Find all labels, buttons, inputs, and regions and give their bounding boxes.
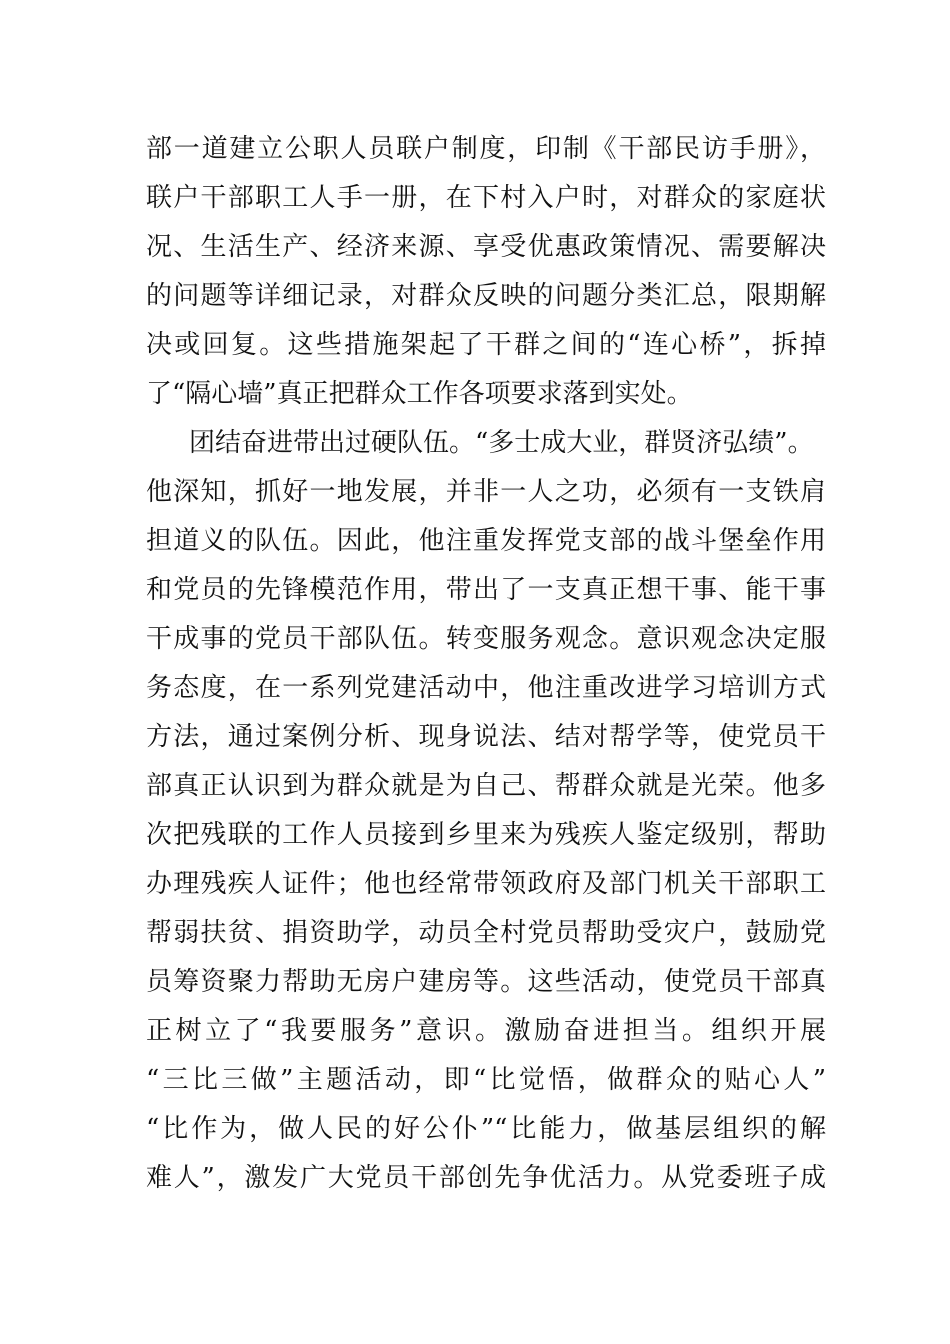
text-line: 的问题等详细记录，对群众反映的问题分类汇总，限期解 (146, 281, 826, 311)
paragraph (146, 125, 826, 419)
body-text (146, 125, 826, 1203)
text-line: 担道义的队伍。因此，他注重发挥党支部的战斗堡垒作用 (146, 526, 826, 556)
text-line: 正树立了“我要服务”意识。激励奋进担当。组织开展 (146, 1016, 826, 1046)
text-line: “三比三做”主题活动，即“比觉悟，做群众的贴心人” (146, 1065, 826, 1095)
text-line: 方法，通过案例分析、现身说法、结对帮学等，使党员干 (146, 722, 826, 752)
text-line: 部一道建立公职人员联户制度，印制《干部民访手册》， (146, 134, 826, 164)
text-line: 他深知，抓好一地发展，并非一人之功，必须有一支铁肩 (146, 477, 826, 507)
text-line: 况、生活生产、经济来源、享受优惠政策情况、需要解决 (146, 232, 826, 262)
text-line: 了“隔心墙”真正把群众工作各项要求落到实处。 (146, 379, 693, 409)
text-line: 办理残疾人证件；他也经常带领政府及部门机关干部职工 (146, 869, 826, 899)
text-line: 联户干部职工人手一册，在下村入户时，对群众的家庭状 (146, 183, 826, 213)
text-line: 和党员的先锋模范作用，带出了一支真正想干事、能干事 (146, 575, 826, 605)
paragraph (146, 419, 826, 1203)
text-line: 员筹资聚力帮助无房户建房等。这些活动，使党员干部真 (146, 967, 826, 997)
text-line: 部真正认识到为群众就是为自己、帮群众就是光荣。他多 (146, 771, 826, 801)
text-line: 帮弱扶贫、捐资助学，动员全村党员帮助受灾户，鼓励党 (146, 918, 826, 948)
text-line: 干成事的党员干部队伍。转变服务观念。意识观念决定服 (146, 624, 826, 654)
text-line: 难人”，激发广大党员干部创先争优活力。从党委班子成 (146, 1163, 826, 1193)
text-line: 务态度，在一系列党建活动中，他注重改进学习培训方式 (146, 673, 826, 703)
text-line: 次把残联的工作人员接到乡里来为残疾人鉴定级别，帮助 (146, 820, 826, 850)
text-line: “比作为，做人民的好公仆”“比能力，做基层组织的解 (146, 1114, 826, 1144)
text-line: 团结奋进带出过硬队伍。“多士成大业，群贤济弘绩”。 (189, 428, 814, 458)
text-line: 决或回复。这些措施架起了干群之间的“连心桥”，拆掉 (146, 330, 826, 360)
